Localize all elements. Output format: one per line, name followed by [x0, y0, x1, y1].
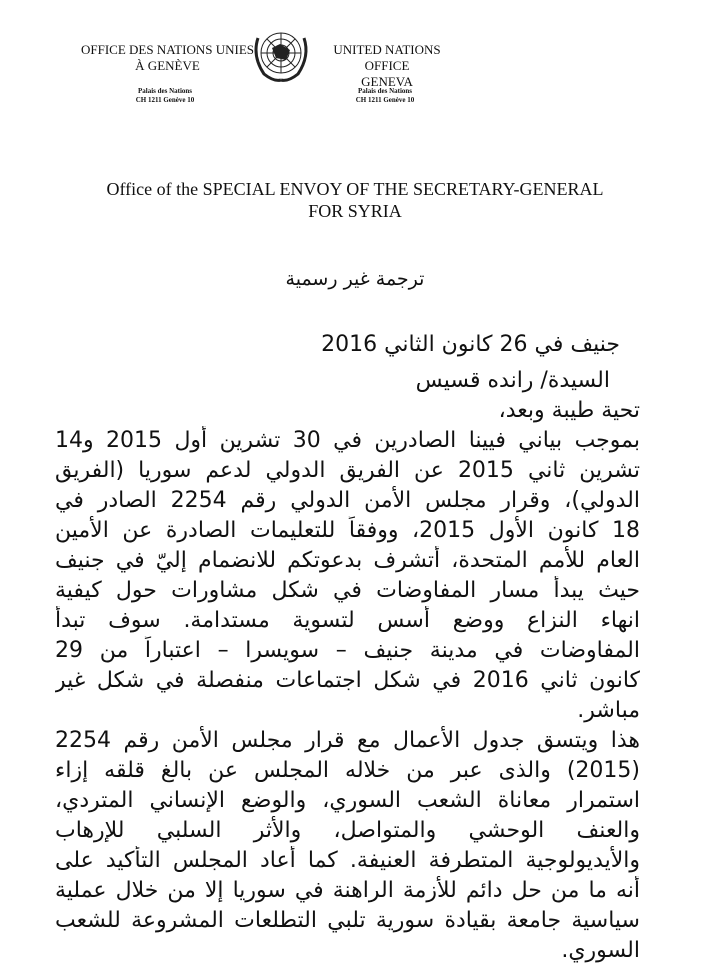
address-line: CH 1211 Genève 10: [355, 96, 415, 104]
letter-line: حيث يبدأ مسار المفاوضات في شكل مشاورات حول كيفية: [55, 578, 640, 603]
letter-line: استمرار معاناة الشعب السوري، والوضع الإنساني المتردي،: [55, 788, 640, 813]
letter-line: هذا ويتسق جدول الأعمال مع قرار مجلس الأمن رقم 2254: [55, 728, 640, 753]
letterhead-french-line1: OFFICE DES NATIONS UNIES: [81, 42, 254, 57]
un-emblem-icon: [250, 24, 312, 86]
letter-line: تشرين ثاني 2015 عن الفريق الدولي لدعم سوريا (الفريق: [55, 458, 640, 483]
letter-line: (2015) والذى عبر من خلاله المجلس عن بالغ قلقه إزاء: [55, 758, 640, 783]
letter-line: كانون ثاني 2016 في شكل اجتماعات منفصلة في شكل غير: [55, 668, 640, 693]
letter-line: بموجب بياني فيينا الصادرين في 30 تشرين أول 2015 و14: [55, 428, 640, 453]
address-left: [120, 87, 210, 105]
address-line: CH 1211 Genève 10: [135, 96, 195, 104]
title-line1: Office of the SPECIAL ENVOY OF THE SECRETARY-GENERAL: [106, 179, 604, 199]
letterhead-french-line2: À GENÈVE: [135, 58, 200, 73]
letter-line: العام للأمم المتحدة، أتشرف بدعوتكم للانضمام إليّ في جنيف: [55, 548, 640, 573]
letterhead-english-line2: GENEVA: [361, 74, 413, 89]
letter-line: السوري.: [561, 938, 640, 963]
letter-line: الدولي)، وقرار مجلس الأمن الدولي رقم 2254 الصادر في: [55, 488, 640, 513]
letter-line: مباشر.: [577, 698, 640, 723]
letterhead-english: [312, 42, 462, 90]
letter-line: انهاء النزاع ووضع أسس لتسوية مستدامة. سوف تبدأ: [55, 608, 640, 633]
letter-line: والأيديولوجية المتطرفة العنيفة. كما أعاد المجلس التأكيد على: [55, 848, 640, 873]
letter-greeting: تحية طيبة وبعد،: [498, 398, 640, 423]
letter-line: أنه ما من حل دائم للأزمة الراهنة في سوريا إلا من خلال عملية: [55, 878, 640, 903]
letter-line: 18 كانون الأول 2015، ووفقاً للتعليمات الصادرة عن الأمين: [55, 518, 640, 543]
document-title: [0, 178, 710, 222]
letter-line: والعنف الوحشي والمتواصل، والأثر السلبي للإرهاب: [55, 818, 640, 843]
letterhead-english-line1: UNITED NATIONS OFFICE: [333, 42, 441, 73]
letter-date: جنيف في 26 كانون الثاني 2016: [321, 332, 620, 357]
letter-addressee: السيدة/ رانده قسيس: [415, 368, 610, 393]
letter-line: سياسية جامعة بقيادة سورية تلبي التطلعات المشروعة للشعب: [55, 908, 640, 933]
letter-line: المفاوضات في مدينة جنيف – سويسرا – اعتباراً من 29: [55, 638, 640, 663]
address-line: Palais des Nations: [137, 87, 193, 95]
address-right: [340, 87, 430, 105]
title-line2: FOR SYRIA: [308, 201, 402, 221]
address-line: Palais des Nations: [357, 87, 413, 95]
letter-body: [55, 330, 640, 966]
unofficial-translation-heading: ترجمة غير رسمية: [285, 268, 425, 290]
letterhead-french: [80, 42, 255, 74]
